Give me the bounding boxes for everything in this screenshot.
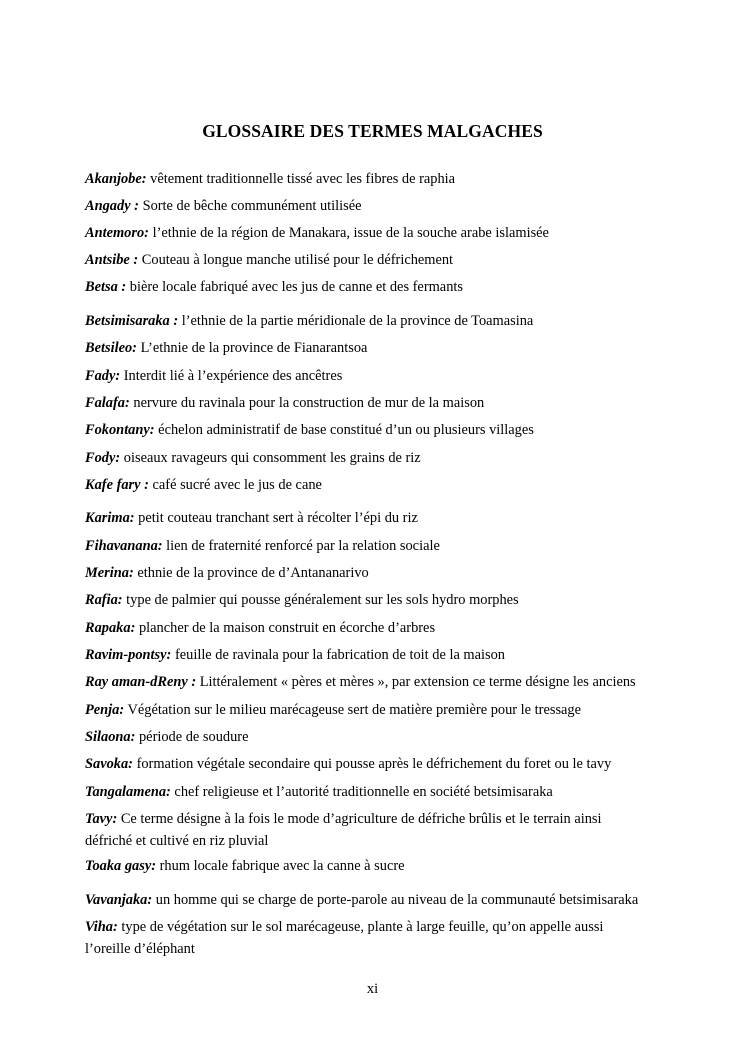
glossary-entry (85, 644, 670, 666)
glossary-term: Antsibe : (85, 252, 139, 268)
glossary-term: Ray aman-dReny : (85, 674, 197, 690)
glossary-term: Karima: (85, 510, 135, 526)
glossary-definition: vêtement traditionnelle tissé avec les fibres de raphia (146, 171, 456, 187)
glossary-term: Penja: (85, 702, 125, 718)
glossary-entry (85, 753, 685, 775)
glossary-term: Vavanjaka: (85, 892, 153, 908)
glossary-definition: L’ethnie de la province de Fianarantsoa (136, 340, 368, 356)
glossary-definition: rhum locale fabrique avec la canne à sucre (156, 858, 405, 874)
glossary-entry (85, 916, 630, 960)
glossary-term: Merina: (85, 565, 134, 581)
glossary-definition: l’ethnie de la partie méridionale de la province de Toamasina (178, 313, 534, 329)
glossary-term: Savoka: (85, 756, 133, 772)
page-number: xi (366, 981, 379, 997)
glossary-definition: feuille de ravinala pour la fabrication de toit de la maison (171, 647, 505, 663)
glossary-term: Fody: (85, 450, 121, 466)
glossary-definition: période de soudure (135, 729, 249, 745)
glossary-definition: bière locale fabriqué avec les jus de canne et des fermants (126, 279, 463, 295)
glossary-term: Fihavanana: (85, 538, 163, 554)
glossary-term: Rafia: (85, 592, 123, 608)
glossary-definition: Ce terme désigne à la fois le mode d’agriculture de défriche brûlis et le terrain ainsi défriché et cultivé en riz pluvial (85, 811, 602, 849)
glossary-definition: petit couteau tranchant sert à récolter l’épi du riz (134, 510, 418, 526)
glossary-entry (85, 855, 670, 877)
glossary-entry (85, 781, 670, 803)
glossary-definition: nervure du ravinala pour la construction de mur de la maison (129, 395, 485, 411)
glossary-term: Toaka gasy: (85, 858, 157, 874)
glossary-entry (85, 168, 670, 190)
glossary-definition: Végétation sur le milieu marécageuse sert de matière première pour le tressage (124, 702, 582, 718)
glossary-term: Fady: (85, 368, 121, 384)
glossary-definition: échelon administratif de base constitué d’un ou plusieurs villages (154, 422, 534, 438)
glossary-definition: un homme qui se charge de porte-parole au niveau de la communauté betsimisaraka (152, 892, 639, 908)
glossary-entry (85, 392, 670, 414)
glossary-entry (85, 589, 670, 611)
glossary-term: Fokontany: (85, 422, 155, 438)
glossary-term: Ravim-pontsy: (85, 647, 172, 663)
glossary-definition: formation végétale secondaire qui pousse après le défrichement du foret ou le tavy (132, 756, 612, 772)
glossary-term: Falafa: (85, 395, 130, 411)
glossary-definition: lien de fraternité renforcé par la relation sociale (162, 538, 440, 554)
glossary-entry (85, 365, 670, 387)
glossary-term: Rapaka: (85, 620, 136, 636)
glossary-term: Betsa : (85, 279, 127, 295)
glossary-entry (85, 726, 670, 748)
glossary-definition: Sorte de bêche communément utilisée (138, 198, 362, 214)
glossary-entry (85, 617, 670, 639)
glossary-definition: plancher de la maison construit en écorche d’arbres (135, 620, 436, 636)
glossary-entry (85, 699, 670, 721)
glossary-term: Silaona: (85, 729, 136, 745)
glossary-entry (85, 195, 670, 217)
glossary-definition: oiseaux ravageurs qui consomment les grains de riz (120, 450, 421, 466)
glossary-definition: chef religieuse et l’autorité traditionnelle en société betsimisaraka (170, 784, 553, 800)
glossary-definition: Couteau à longue manche utilisé pour le défrichement (138, 252, 454, 268)
glossary-term: Betsileo: (85, 340, 137, 356)
glossary-entry (85, 310, 670, 332)
glossary-definition: type de palmier qui pousse généralement sur les sols hydro morphes (122, 592, 519, 608)
glossary-term: Antemoro: (85, 225, 149, 241)
glossary-definition: l’ethnie de la région de Manakara, issue de la souche arabe islamisée (148, 225, 549, 241)
glossary-entry (85, 222, 670, 244)
glossary-term: Kafe fary : (85, 477, 149, 493)
glossary-entry (85, 808, 630, 852)
glossary-term: Tangalamena: (85, 784, 171, 800)
glossary-term: Angady : (85, 198, 139, 214)
page-title: GLOSSAIRE DES TERMES MALGACHES (202, 121, 543, 141)
glossary-term: Viha: (85, 919, 118, 935)
glossary-definition: type de végétation sur le sol marécageuse, plante à large feuille, qu’on appelle aussi l’oreille d’éléphant (85, 919, 604, 957)
glossary-entry (85, 419, 670, 441)
glossary-entry (85, 474, 670, 496)
glossary-entry (85, 535, 670, 557)
glossary-definition: Interdit lié à l’expérience des ancêtres (120, 368, 343, 384)
glossary-term: Akanjobe: (85, 171, 147, 187)
glossary-entry (85, 447, 670, 469)
glossary-term: Betsimisaraka : (85, 313, 179, 329)
glossary-entry (85, 671, 685, 693)
glossary-entry (85, 507, 670, 529)
glossary-definition: ethnie de la province de d’Antananarivo (133, 565, 369, 581)
glossary-entry (85, 337, 670, 359)
glossary-entry (85, 889, 685, 911)
glossary-definition: Littéralement « pères et mères », par extension ce terme désigne les anciens (196, 674, 636, 690)
glossary-entry (85, 276, 670, 298)
glossary-definition: café sucré avec le jus de cane (148, 477, 322, 493)
glossary-entry (85, 562, 670, 584)
glossary-term: Tavy: (85, 811, 118, 827)
glossary-entry (85, 249, 670, 271)
